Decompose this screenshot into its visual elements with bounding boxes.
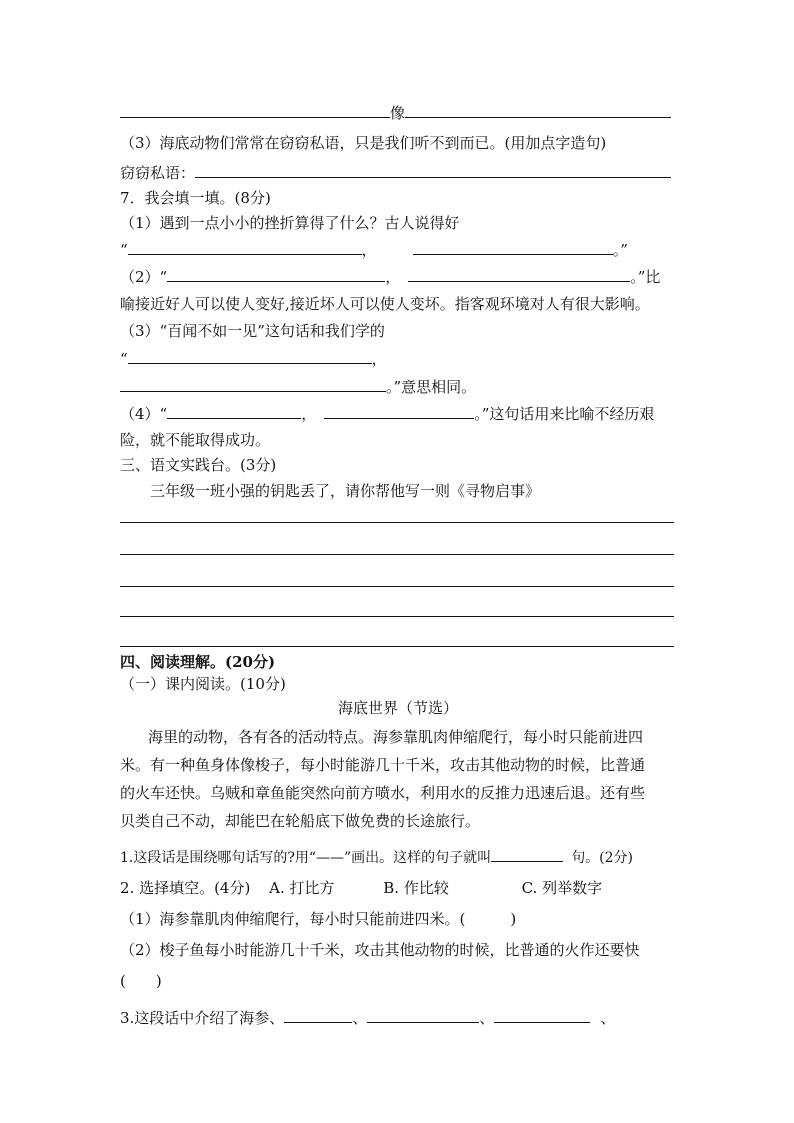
reading-q2 [120,878,676,898]
section4-subtitle: （一）课内阅读。(10分) [120,675,286,693]
open-quote: “ [120,241,128,259]
q7-item4-cont: 险，就不能取得成功。 [120,431,271,449]
comma: ， [385,268,401,286]
writing-line[interactable] [120,522,674,523]
reading-q2-item1: （1）海参靠肌肉伸缩爬行，每小时只能前进四米。( ) [120,910,517,928]
q7-item2-tail: 。”比 [630,268,661,286]
blank[interactable] [167,267,385,282]
passage-line: 海里的动物，各有各的活动特点。海参靠肌肉伸缩爬行，每小时只能前进四 [148,728,644,746]
blank[interactable] [128,240,362,255]
separator: 、 [600,1009,616,1027]
blank[interactable] [195,163,671,178]
blank[interactable] [128,349,372,364]
q7-item1: （1）遇到一点小小的挫折算得了什么？古人说得好 [120,214,460,232]
writing-line[interactable] [120,586,674,587]
passage-line: 的火车还快。乌贼和章鱼能突然向前方喷水，利用水的反推力迅速后退。还有些 [120,784,646,802]
blank[interactable] [167,404,301,419]
reading-q1-text: 1.这段话是围绕哪句话写的?用“——”画出。这样的句子就叫 [120,850,492,866]
blank[interactable] [284,1008,352,1023]
writing-line[interactable] [120,646,674,647]
q7-item2-cont: 喻接近好人可以使人变好,接近坏人可以使人变坏。指客观环境对人有很大影响。 [120,295,650,313]
blank[interactable] [413,240,613,255]
q7-item3-answer1 [120,349,676,369]
q7-item2 [120,267,676,287]
q7-item4 [120,404,676,424]
option-a: A. 打比方 [269,879,335,897]
writing-line[interactable] [120,616,674,617]
reading-q2-item2-paren: ( ) [120,972,162,990]
q7-item3: （3）“百闻不如一见”这句话和我们学的 [120,322,385,340]
q7-item1-answer [120,240,676,260]
reading-q1 [120,847,676,868]
xiang-line [120,103,676,123]
q7-title: 7．我会填一填。(8分) [120,189,271,207]
reading-q1-tail: 句。(2分) [571,850,634,866]
reading-q2-title: 2. 选择填空。(4分) [120,879,251,897]
q7-item3-tail: 。”意思相同。 [386,378,477,396]
blank[interactable] [405,103,671,118]
q7-item2-prefix: （2）“ [120,268,168,286]
xiang-char: 像 [390,104,406,122]
open-quote: “ [120,350,128,368]
blank[interactable] [120,103,390,118]
separator: 、 [352,1009,368,1027]
passage-line: 贝类自己不动，却能巴在轮船底下做免费的长途旅行。 [120,812,481,830]
blank[interactable] [491,847,563,862]
option-c: C. 列举数字 [521,879,603,897]
reading-q2-item2: （2）梭子鱼每小时能游几十千米，攻击其他动物的时候，比普通的火作还要快 [120,941,640,959]
q7-item4-prefix: （4）“ [120,405,168,423]
comma: ， [371,350,387,368]
section3-prompt: 三年级一班小强的钥匙丢了，请你帮他写一则《寻物启事》 [150,482,541,500]
blank[interactable] [120,377,386,392]
section3-title: 三、语文实践台。(3分) [120,456,277,474]
passage-line: 米。有一种鱼身体像梭子，每小时能游几十千米，攻击其他动物的时候，比普通 [120,756,646,774]
comma: ， [301,405,317,423]
q6-item3: （3）海底动物们常常在窃窃私语，只是我们听不到而已。(用加点字造句) [120,134,607,152]
reading-q3 [120,1008,676,1028]
blank[interactable] [324,404,474,419]
blank[interactable] [494,1008,590,1023]
reading-q3-text: 3.这段话中介绍了海参、 [120,1009,285,1027]
q7-item4-tail: 。”这句话用来比喻不经历艰 [474,405,655,423]
writing-line[interactable] [120,554,674,555]
q7-item3-answer2 [120,377,676,397]
section4-title: 四、阅读理解。(20分) [120,653,276,671]
blank[interactable] [408,267,630,282]
q6-item3-label: 窃窃私语： [120,164,196,182]
q6-item3-answer [120,163,676,183]
passage-title: 海底世界（节选） [337,699,458,717]
separator: 、 [479,1009,495,1027]
blank[interactable] [367,1008,479,1023]
comma: ， [361,241,377,259]
option-b: B. 作比较 [383,879,449,897]
close-quote: 。” [612,241,628,259]
